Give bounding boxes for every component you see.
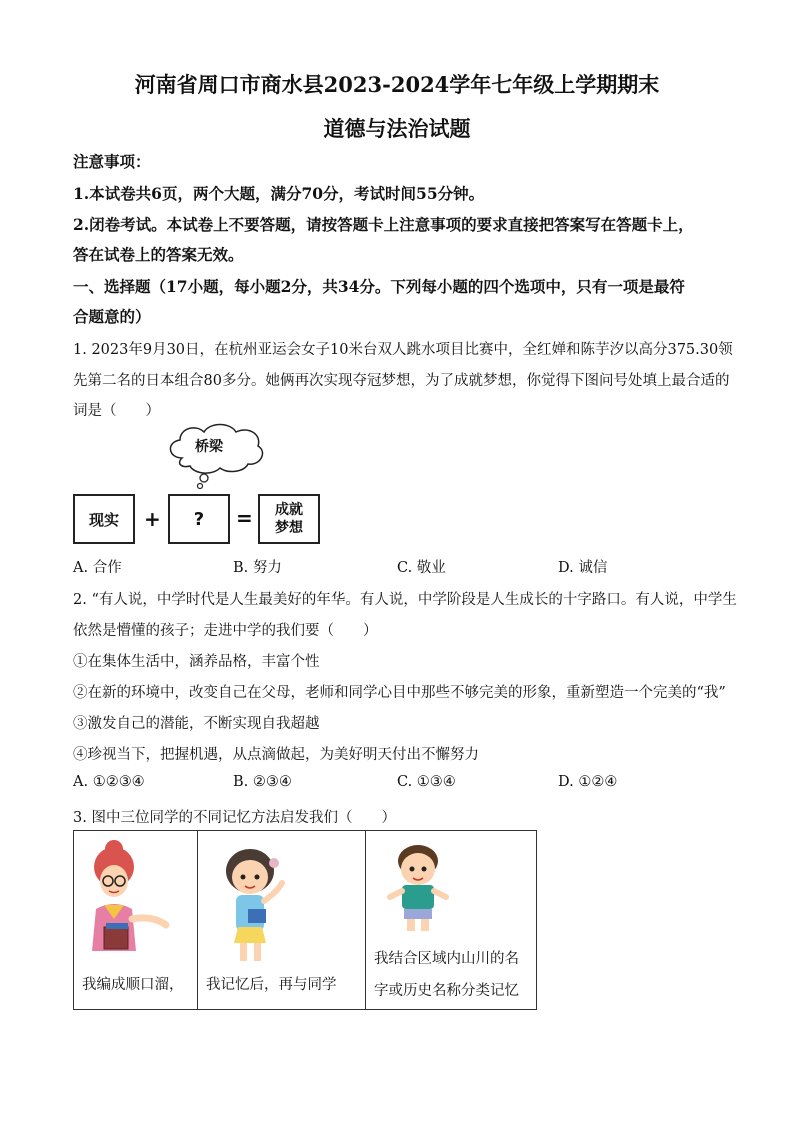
box-reality-label: 现实	[88, 510, 119, 529]
title-line-1: 河南省周口市商水县2023-2024学年七年级上学期期末	[134, 72, 660, 97]
q1-stem-line-2: 先第二名的日本组合80多分。她俩再次实现夺冠梦想，为了成就梦想，你觉得下图问号处填上最合适的	[73, 373, 730, 389]
box-achieve-dream-line-1: 成就	[275, 502, 303, 518]
box-reality	[73, 494, 135, 544]
q3-cell-1-text: 我编成顺口溜，	[82, 977, 184, 993]
q1-stem-line-3: 词是（ ）	[73, 403, 160, 419]
q2-statement-3: ③激发自己的潜能，不断实现自我超越	[73, 716, 320, 732]
q1-stem-line-1: 1. 2023年9月30日，在杭州亚运会女子10米台双人跳水项目比赛中，全红婵和陈芋汐以高分375.30领	[73, 342, 733, 358]
q3-image-table	[73, 830, 537, 1010]
equals-sign: =	[236, 506, 253, 530]
q2-option-b[interactable]: B. ②③④	[233, 774, 292, 790]
question-mark: ?	[193, 508, 205, 530]
q3-cell-2	[198, 831, 366, 1009]
q1-option-c[interactable]: C. 敬业	[397, 560, 446, 576]
q2-stem-line-2: 依然是懵懂的孩子；走进中学的我们要（ ）	[73, 623, 378, 639]
q3-cell-3	[366, 831, 536, 1009]
q3-cell-1	[74, 831, 198, 1009]
q2-option-a[interactable]: A. ①②③④	[73, 774, 145, 790]
cloud-label: 桥梁	[195, 439, 223, 455]
title-line-2: 道德与法治试题	[323, 116, 471, 141]
q2-option-c[interactable]: C. ①③④	[397, 774, 456, 790]
note-2-line-1: 2.闭卷考试。本试卷上不要答题，请按答题卡上注意事项的要求直接把答案写在答题卡上，	[73, 215, 694, 234]
q1-option-b[interactable]: B. 努力	[233, 560, 282, 576]
section-1-heading-line-2: 合题意的）	[73, 307, 151, 326]
thought-cloud	[160, 420, 270, 495]
notes-heading: 注意事项：	[73, 152, 151, 171]
plus-sign: +	[144, 507, 161, 531]
box-achieve-dream	[258, 494, 320, 544]
q2-option-d[interactable]: D. ①②④	[558, 774, 618, 790]
q2-stem-line-1: 2. “有人说，中学时代是人生最美好的年华。有人说，中学阶段是人生成长的十字路口。有人说，中学生	[73, 592, 737, 608]
q3-cell-3-text-line-1: 我结合区域内山川的名	[374, 951, 519, 967]
note-1: 1.本试卷共6页，两个大题，满分70分，考试时间55分钟。	[73, 184, 485, 203]
note-2-line-2: 答在试卷上的答案无效。	[73, 245, 244, 264]
q3-cell-2-text: 我记忆后，再与同学	[206, 977, 337, 993]
boy-illustration	[366, 837, 536, 937]
q1-option-a[interactable]: A. 合作	[73, 560, 122, 576]
teacher-illustration	[74, 839, 198, 969]
girl-illustration	[198, 839, 366, 969]
q1-option-d[interactable]: D. 诚信	[558, 560, 608, 576]
box-question	[168, 494, 230, 544]
q3-stem: 3. 图中三位同学的不同记忆方法启发我们（ ）	[73, 810, 396, 826]
q2-statement-2: ②在新的环境中，改变自己在父母，老师和同学心目中那些不够完美的形象，重新塑造一个完美的“我”	[73, 685, 726, 701]
q2-statement-1: ①在集体生活中，涵养品格，丰富个性	[73, 654, 320, 670]
q3-cell-3-text-line-2: 字或历史名称分类记忆	[374, 983, 519, 999]
section-1-heading-line-1: 一、选择题（17小题，每小题2分，共34分。下列每小题的四个选项中，只有一项是最符	[73, 277, 685, 296]
box-achieve-dream-line-2: 梦想	[275, 520, 303, 536]
q2-statement-4: ④珍视当下，把握机遇，从点滴做起，为美好明天付出不懈努力	[73, 747, 479, 763]
